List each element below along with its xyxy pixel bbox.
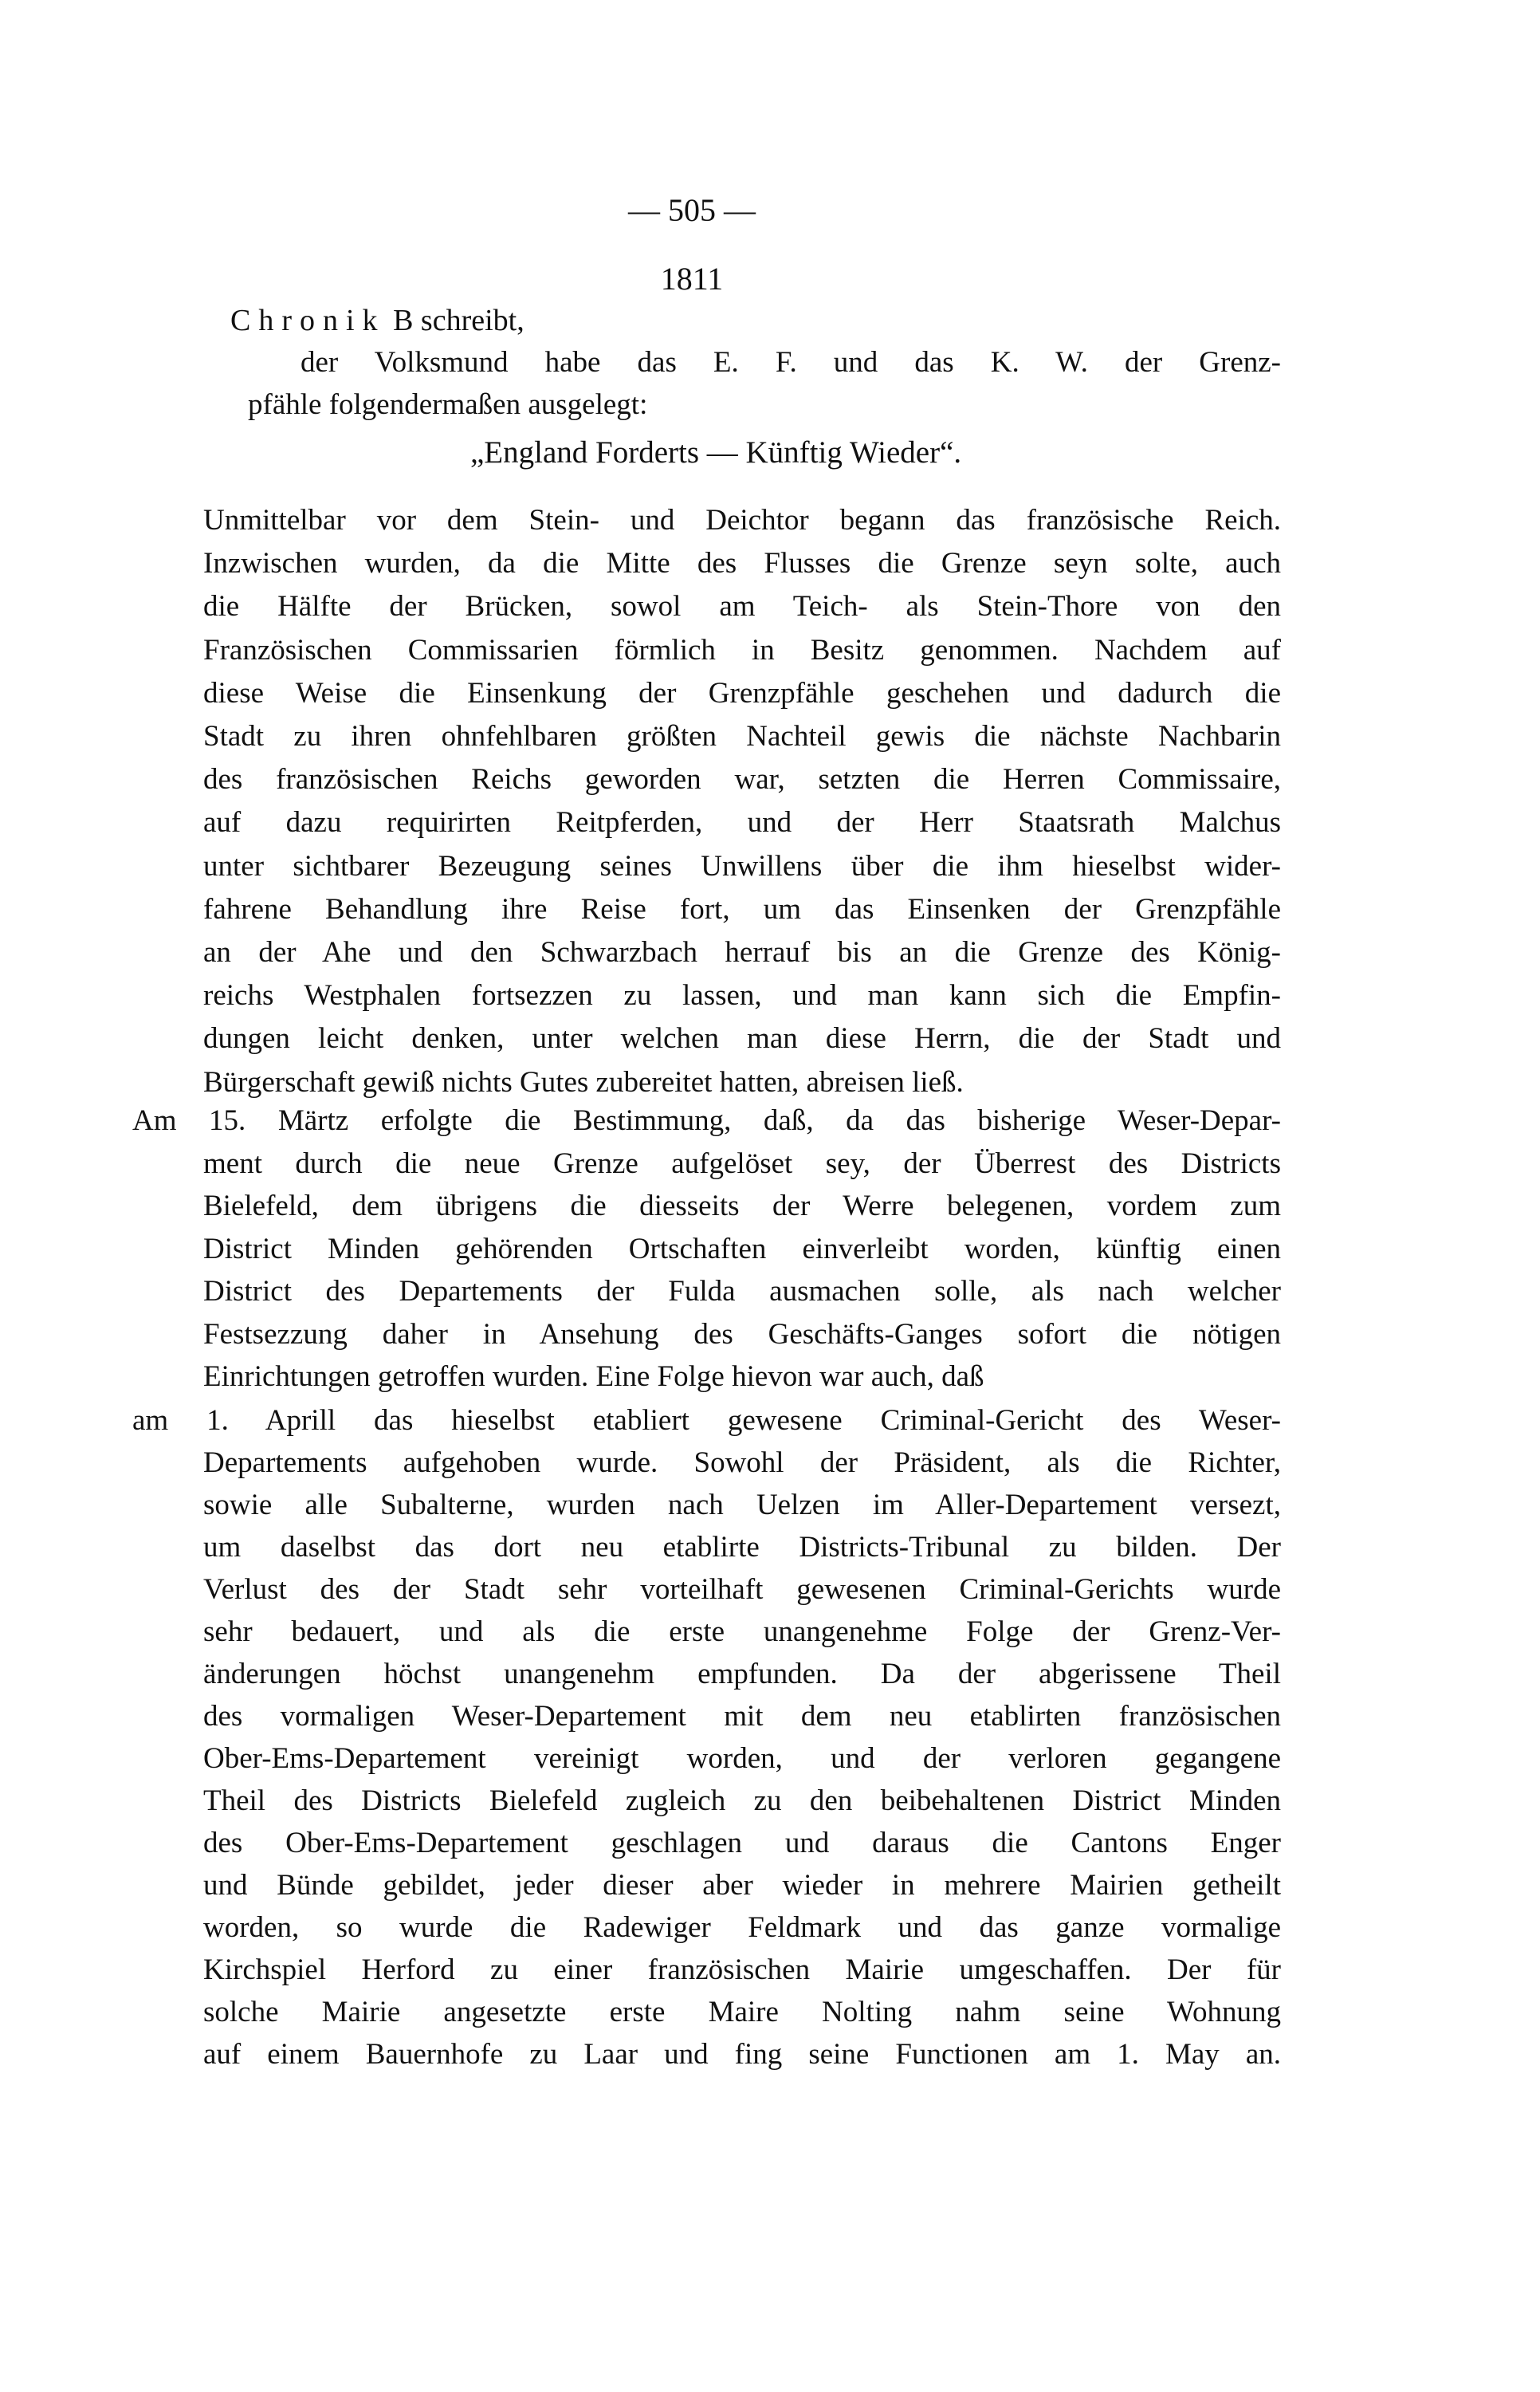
text-line: die Hälfte der Brücken, sowol am Teich- als Stein-Thore von den xyxy=(203,590,1281,624)
text-line: Ober-Ems-Departement vereinigt worden, und der verloren gegangene xyxy=(203,1742,1281,1775)
text-line: Stadt zu ihren ohnfehlbaren größten Nachteil gewis die nächste Nachbarin xyxy=(203,720,1281,753)
source-line xyxy=(230,303,524,338)
text-line: Bielefeld, dem übrigens die diesseits der Werre belegenen, vordem zum xyxy=(203,1190,1281,1222)
text-line: District des Departements der Fulda ausmachen solle, als nach welcher xyxy=(203,1275,1281,1308)
text-line: solche Mairie angesetzte erste Maire Nolting nahm seine Wohnung xyxy=(203,1996,1281,2028)
text-line: Bürgerschaft gewiß nichts Gutes zubereitet hatten, abreisen ließ. xyxy=(203,1065,964,1099)
text-line: Theil des Districts Bielefeld zugleich zu den beibehaltenen District Minden xyxy=(203,1784,1281,1817)
text-line: an der Ahe und den Schwarzbach herrauf bis an die Grenze des König- xyxy=(203,936,1281,969)
text-line: diese Weise die Einsenkung der Grenzpfähle geschehen und dadurch die xyxy=(203,676,1281,710)
text-line: reichs Westphalen fortsezzen zu lassen, und man kann sich die Empfin- xyxy=(203,979,1281,1013)
text-line: auf einem Bauernhofe zu Laar und fing seine Functionen am 1. May an. xyxy=(203,2038,1281,2071)
text-line: Inzwischen wurden, da die Mitte des Flusses die Grenze seyn solte, auch xyxy=(203,547,1281,580)
source-name: Chronik xyxy=(230,304,386,337)
year-heading: 1811 xyxy=(660,261,724,297)
text-line: sowie alle Subalterne, wurden nach Uelzen im Aller-Departement versezt, xyxy=(203,1489,1281,1521)
text-line: des französischen Reichs geworden war, setzten die Herren Commissaire, xyxy=(203,763,1281,797)
text-line: am 1. Aprill das hieselbst etabliert gewesene Criminal-Gericht des Weser- xyxy=(132,1404,1281,1437)
intro-line: der Volksmund habe das E. F. und das K. W. der Grenz- xyxy=(301,346,1281,379)
text-line: und Bünde gebildet, jeder dieser aber wieder in mehrere Mairien getheilt xyxy=(203,1869,1281,1902)
text-line: des Ober-Ems-Departement geschlagen und daraus die Cantons Enger xyxy=(203,1827,1281,1859)
text-line: Unmittelbar vor dem Stein- und Deichtor begann das französische Reich. xyxy=(203,504,1281,537)
text-line: sehr bedauert, und als die erste unangenehme Folge der Grenz-Ver- xyxy=(203,1615,1281,1648)
text-line: unter sichtbarer Bezeugung seines Unwillens über die ihm hieselbst wider- xyxy=(203,849,1281,883)
intro-line: pfähle folgendermaßen ausgelegt: xyxy=(248,388,648,421)
text-line: ment durch die neue Grenze aufgelöset sey, der Überrest des Districts xyxy=(203,1147,1281,1180)
text-line: worden, so wurde die Radewiger Feldmark und das ganze vormalige xyxy=(203,1911,1281,1944)
text-line: Am 15. Märtz erfolgte die Bestimmung, daß, da das bisherige Weser-Depar- xyxy=(132,1104,1281,1137)
text-line: Departements aufgehoben wurde. Sowohl der Präsident, als die Richter, xyxy=(203,1446,1281,1479)
text-line: um daselbst das dort neu etablirte Districts-Tribunal zu bilden. Der xyxy=(203,1531,1281,1564)
text-line: dungen leicht denken, unter welchen man diese Herrn, die der Stadt und xyxy=(203,1022,1281,1056)
text-line: Französischen Commissarien förmlich in Besitz genommen. Nachdem auf xyxy=(203,633,1281,667)
text-line: District Minden gehörenden Ortschaften einverleibt worden, künftig einen xyxy=(203,1232,1281,1265)
page-number: — 505 — xyxy=(628,192,756,228)
text-line: des vormaligen Weser-Departement mit dem neu etablirten französischen xyxy=(203,1700,1281,1733)
text-line: auf dazu requirirten Reitpferden, und der Herr Staatsrath Malchus xyxy=(203,806,1281,840)
quote-line: „England Forderts — Künftig Wieder“. xyxy=(470,435,962,470)
text-line: fahrene Behandlung ihre Reise fort, um das Einsenken der Grenzpfähle xyxy=(203,892,1281,926)
text-line: Festsezzung daher in Ansehung des Geschäfts-Ganges sofort die nötigen xyxy=(203,1317,1281,1351)
text-line: Verlust des der Stadt sehr vorteilhaft gewesenen Criminal-Gerichts wurde xyxy=(203,1573,1281,1606)
text-line: Kirchspiel Herford zu einer französischen Mairie umgeschaffen. Der für xyxy=(203,1953,1281,1986)
text-line: Einrichtungen getroffen wurden. Eine Folge hievon war auch, daß xyxy=(203,1360,984,1393)
text-line: änderungen höchst unangenehm empfunden. Da der abgerissene Theil xyxy=(203,1658,1281,1690)
source-rest: B schreibt, xyxy=(393,304,524,337)
